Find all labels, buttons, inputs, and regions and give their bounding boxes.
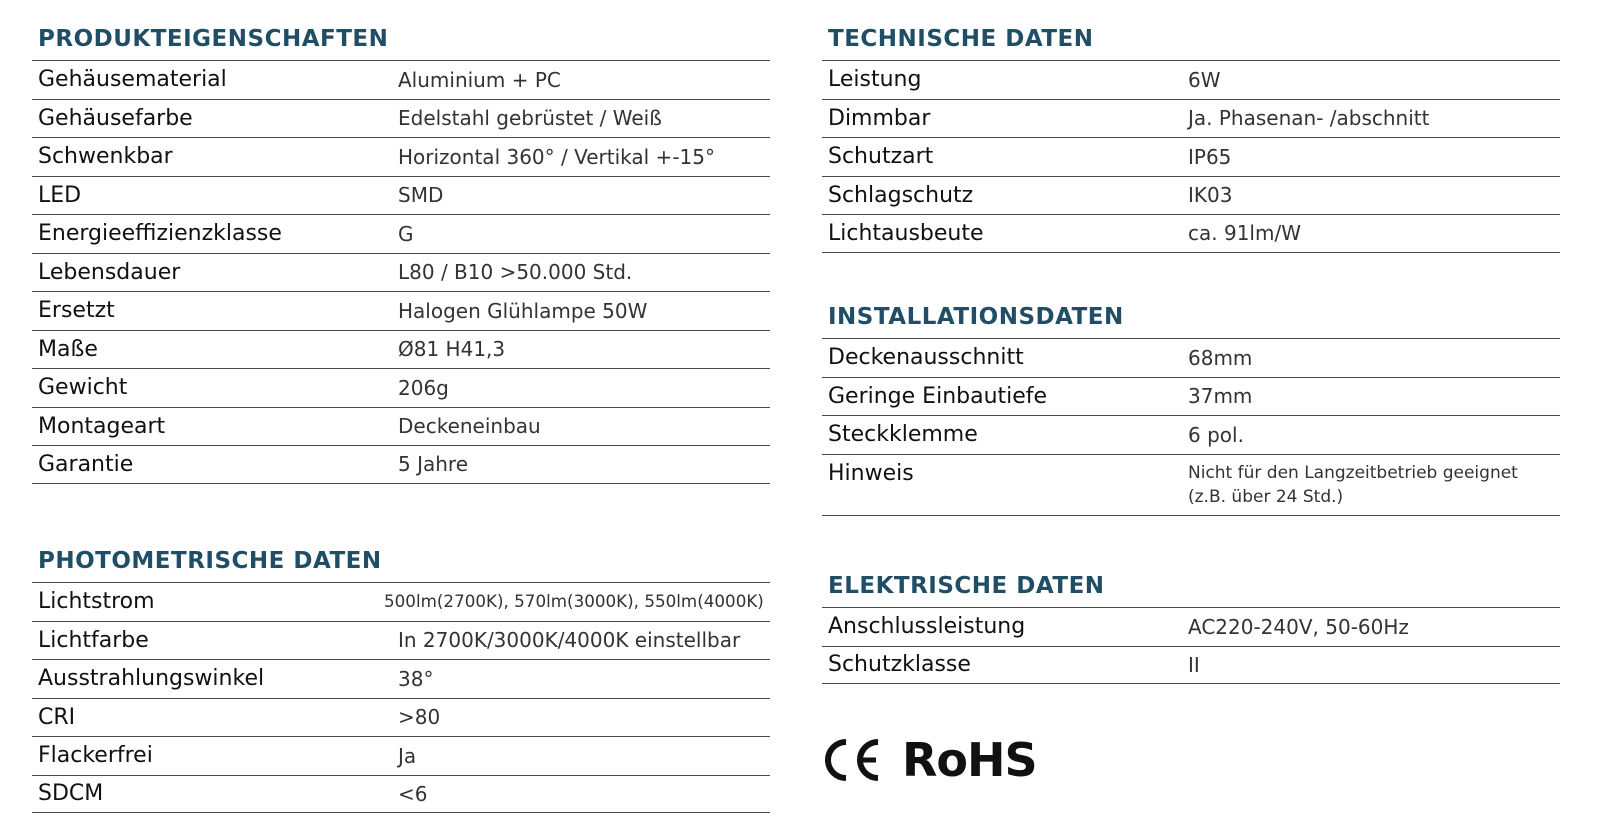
section-installationsdaten [822, 296, 1560, 516]
row-value: AC220-240V, 50-60Hz [1188, 614, 1409, 639]
row-label: Energieeffizienzklasse [38, 221, 282, 247]
row-label: Flackerfrei [38, 743, 153, 769]
table-row [822, 646, 1560, 685]
row-label: Schutzklasse [828, 652, 971, 678]
row-value: 37mm [1188, 384, 1253, 409]
row-value: Horizontal 360° / Vertikal +-15° [398, 144, 715, 169]
spec-table [822, 338, 1560, 516]
row-value: >80 [398, 705, 441, 730]
row-value-line: (z.B. über 24 Std.) [1188, 486, 1344, 507]
table-row [822, 338, 1560, 377]
row-label: Schwenkbar [38, 144, 173, 170]
table-row [32, 736, 770, 775]
table-row [32, 698, 770, 737]
row-label: LED [38, 182, 82, 208]
spec-table [822, 60, 1560, 253]
table-row [32, 582, 770, 621]
table-row [32, 775, 770, 814]
row-label: Anschlussleistung [828, 614, 1026, 640]
table-row [32, 445, 770, 484]
table-row [32, 99, 770, 138]
table-row [822, 137, 1560, 176]
table-row [32, 214, 770, 253]
row-value: Deckeneinbau [398, 414, 541, 439]
row-label: Schutzart [828, 144, 934, 170]
section-elektrische-daten [822, 565, 1560, 684]
section-title: PHOTOMETRISCHE DATEN [38, 548, 382, 574]
section-title: PRODUKTEIGENSCHAFTEN [38, 26, 389, 52]
row-label: Schlagschutz [828, 182, 974, 208]
section-title: ELEKTRISCHE DATEN [828, 573, 1105, 599]
table-row [822, 377, 1560, 416]
row-value: G [398, 221, 414, 246]
row-label: Ausstrahlungswinkel [38, 666, 265, 692]
table-row [822, 214, 1560, 253]
row-value: 38° [398, 666, 434, 691]
row-value: 6W [1188, 67, 1221, 92]
row-label: Lebensdauer [38, 259, 181, 285]
table-row [32, 659, 770, 698]
table-row [822, 176, 1560, 215]
table-row [32, 137, 770, 176]
row-label: Gehäusematerial [38, 67, 227, 93]
row-value: Ø81 H41,3 [398, 337, 506, 362]
table-row [32, 60, 770, 99]
table-row [32, 176, 770, 215]
row-value: Ja [398, 743, 417, 768]
table-row [32, 291, 770, 330]
row-label: Lichtstrom [38, 589, 155, 615]
row-value: II [1188, 652, 1200, 677]
row-label: SDCM [38, 781, 104, 807]
table-row [822, 607, 1560, 646]
row-label: CRI [38, 704, 76, 730]
table-row [822, 60, 1560, 99]
row-label: Dimmbar [828, 105, 931, 131]
section-title: INSTALLATIONSDATEN [828, 304, 1124, 330]
row-label: Maße [38, 336, 98, 362]
row-value [1188, 461, 1518, 509]
row-value: Halogen Glühlampe 50W [398, 298, 648, 323]
row-label: Lichtfarbe [38, 627, 149, 653]
row-label: Geringe Einbautiefe [828, 383, 1048, 409]
table-row [32, 368, 770, 407]
row-value: In 2700K/3000K/4000K einstellbar [398, 628, 741, 653]
row-label: Ersetzt [38, 298, 115, 324]
section-technische-daten [822, 18, 1560, 253]
row-label: Gewicht [38, 375, 128, 401]
ce-mark-icon [822, 736, 882, 784]
row-value: 68mm [1188, 345, 1253, 370]
certification-marks [822, 730, 1037, 790]
spec-table [822, 607, 1560, 684]
table-row [32, 253, 770, 292]
table-row [32, 621, 770, 660]
row-label: Leistung [828, 67, 922, 93]
row-label: Garantie [38, 451, 134, 477]
row-value: 6 pol. [1188, 422, 1244, 447]
row-value: SMD [398, 183, 444, 208]
row-value: 206g [398, 375, 449, 400]
row-value: ca. 91lm/W [1188, 221, 1301, 246]
spec-table [32, 582, 770, 813]
row-label: Montageart [38, 413, 166, 439]
section-title: TECHNISCHE DATEN [828, 26, 1094, 52]
row-value: Ja. Phasenan- /abschnitt [1188, 106, 1430, 131]
row-value: 500lm(2700K), 570lm(3000K), 550lm(4000K) [384, 591, 765, 612]
row-label: Steckklemme [828, 422, 978, 448]
table-row [822, 454, 1560, 516]
row-label: Deckenausschnitt [828, 345, 1024, 371]
row-label: Gehäusefarbe [38, 105, 193, 131]
table-row [822, 415, 1560, 454]
row-label: Lichtausbeute [828, 220, 984, 246]
spec-table [32, 60, 770, 484]
section-photometrische-daten [32, 540, 770, 813]
table-row [32, 330, 770, 369]
row-label: Hinweis [828, 460, 914, 486]
table-row [32, 407, 770, 446]
row-value: Edelstahl gebrüstet / Weiß [398, 106, 662, 131]
row-value: 5 Jahre [398, 452, 468, 477]
row-value: Aluminium + PC [398, 67, 561, 92]
rohs-mark: RoHS [902, 733, 1037, 787]
row-value-line: Nicht für den Langzeitbetrieb geeignet [1188, 462, 1518, 483]
section-produkteigenschaften [32, 18, 770, 484]
row-value: IK03 [1188, 183, 1233, 208]
row-value: <6 [398, 781, 428, 806]
table-row [822, 99, 1560, 138]
row-value: IP65 [1188, 144, 1232, 169]
row-value: L80 / B10 >50.000 Std. [398, 260, 633, 285]
